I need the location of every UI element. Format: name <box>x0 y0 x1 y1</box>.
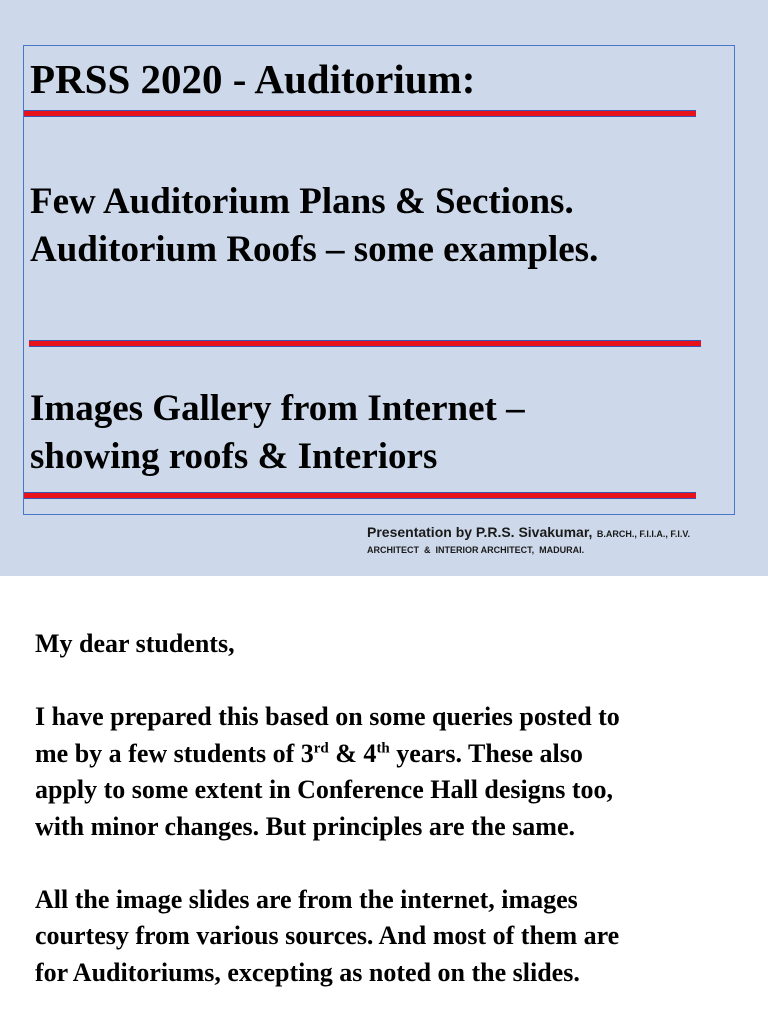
presenter-credit <box>367 524 690 555</box>
letter-paragraph-1-line-3: apply to some extent in Conference Hall designs too, <box>35 775 613 804</box>
slide-title: PRSS 2020 - Auditorium: <box>30 56 476 102</box>
letter-paragraph-2-line-1: All the image slides are from the internet, images <box>35 884 578 914</box>
letter-paragraph-2-line-2: courtesy from various sources. And most of them are <box>35 921 620 950</box>
title-underline <box>24 110 696 117</box>
subtitle-line-roofs: Auditorium Roofs – some examples. <box>30 229 599 270</box>
subtitle-line-plans: Few Auditorium Plans & Sections. <box>30 181 574 222</box>
subtitle-line-interiors: showing roofs & Interiors <box>30 436 438 477</box>
subtitle-line-gallery: Images Gallery from Internet – <box>30 388 525 429</box>
presenter-name: Presentation by P.R.S. Sivakumar, <box>367 524 593 540</box>
letter-paragraph-2-line-3: for Auditoriums, excepting as noted on the slides. <box>35 957 580 987</box>
letter-to-students <box>35 626 755 991</box>
bottom-rule <box>24 492 696 499</box>
letter-paragraph-1-line-2: me by a few students of 3rd & 4th years. These also <box>35 738 583 768</box>
middle-rule <box>29 340 701 347</box>
letter-greeting: My dear students, <box>35 629 235 658</box>
presenter-role: ARCHITECT & INTERIOR ARCHITECT, MADURAI. <box>367 545 585 555</box>
slide-subtitle-block-2 <box>30 385 525 481</box>
presenter-degrees: B.ARCH., F.I.I.A., F.I.V. <box>596 529 691 539</box>
letter-paragraph-1-line-1: I have prepared this based on some queries posted to <box>35 702 620 731</box>
slide-subtitle-block-1 <box>30 178 598 274</box>
letter-paragraph-1-line-4: with minor changes. But principles are the same. <box>35 811 575 841</box>
